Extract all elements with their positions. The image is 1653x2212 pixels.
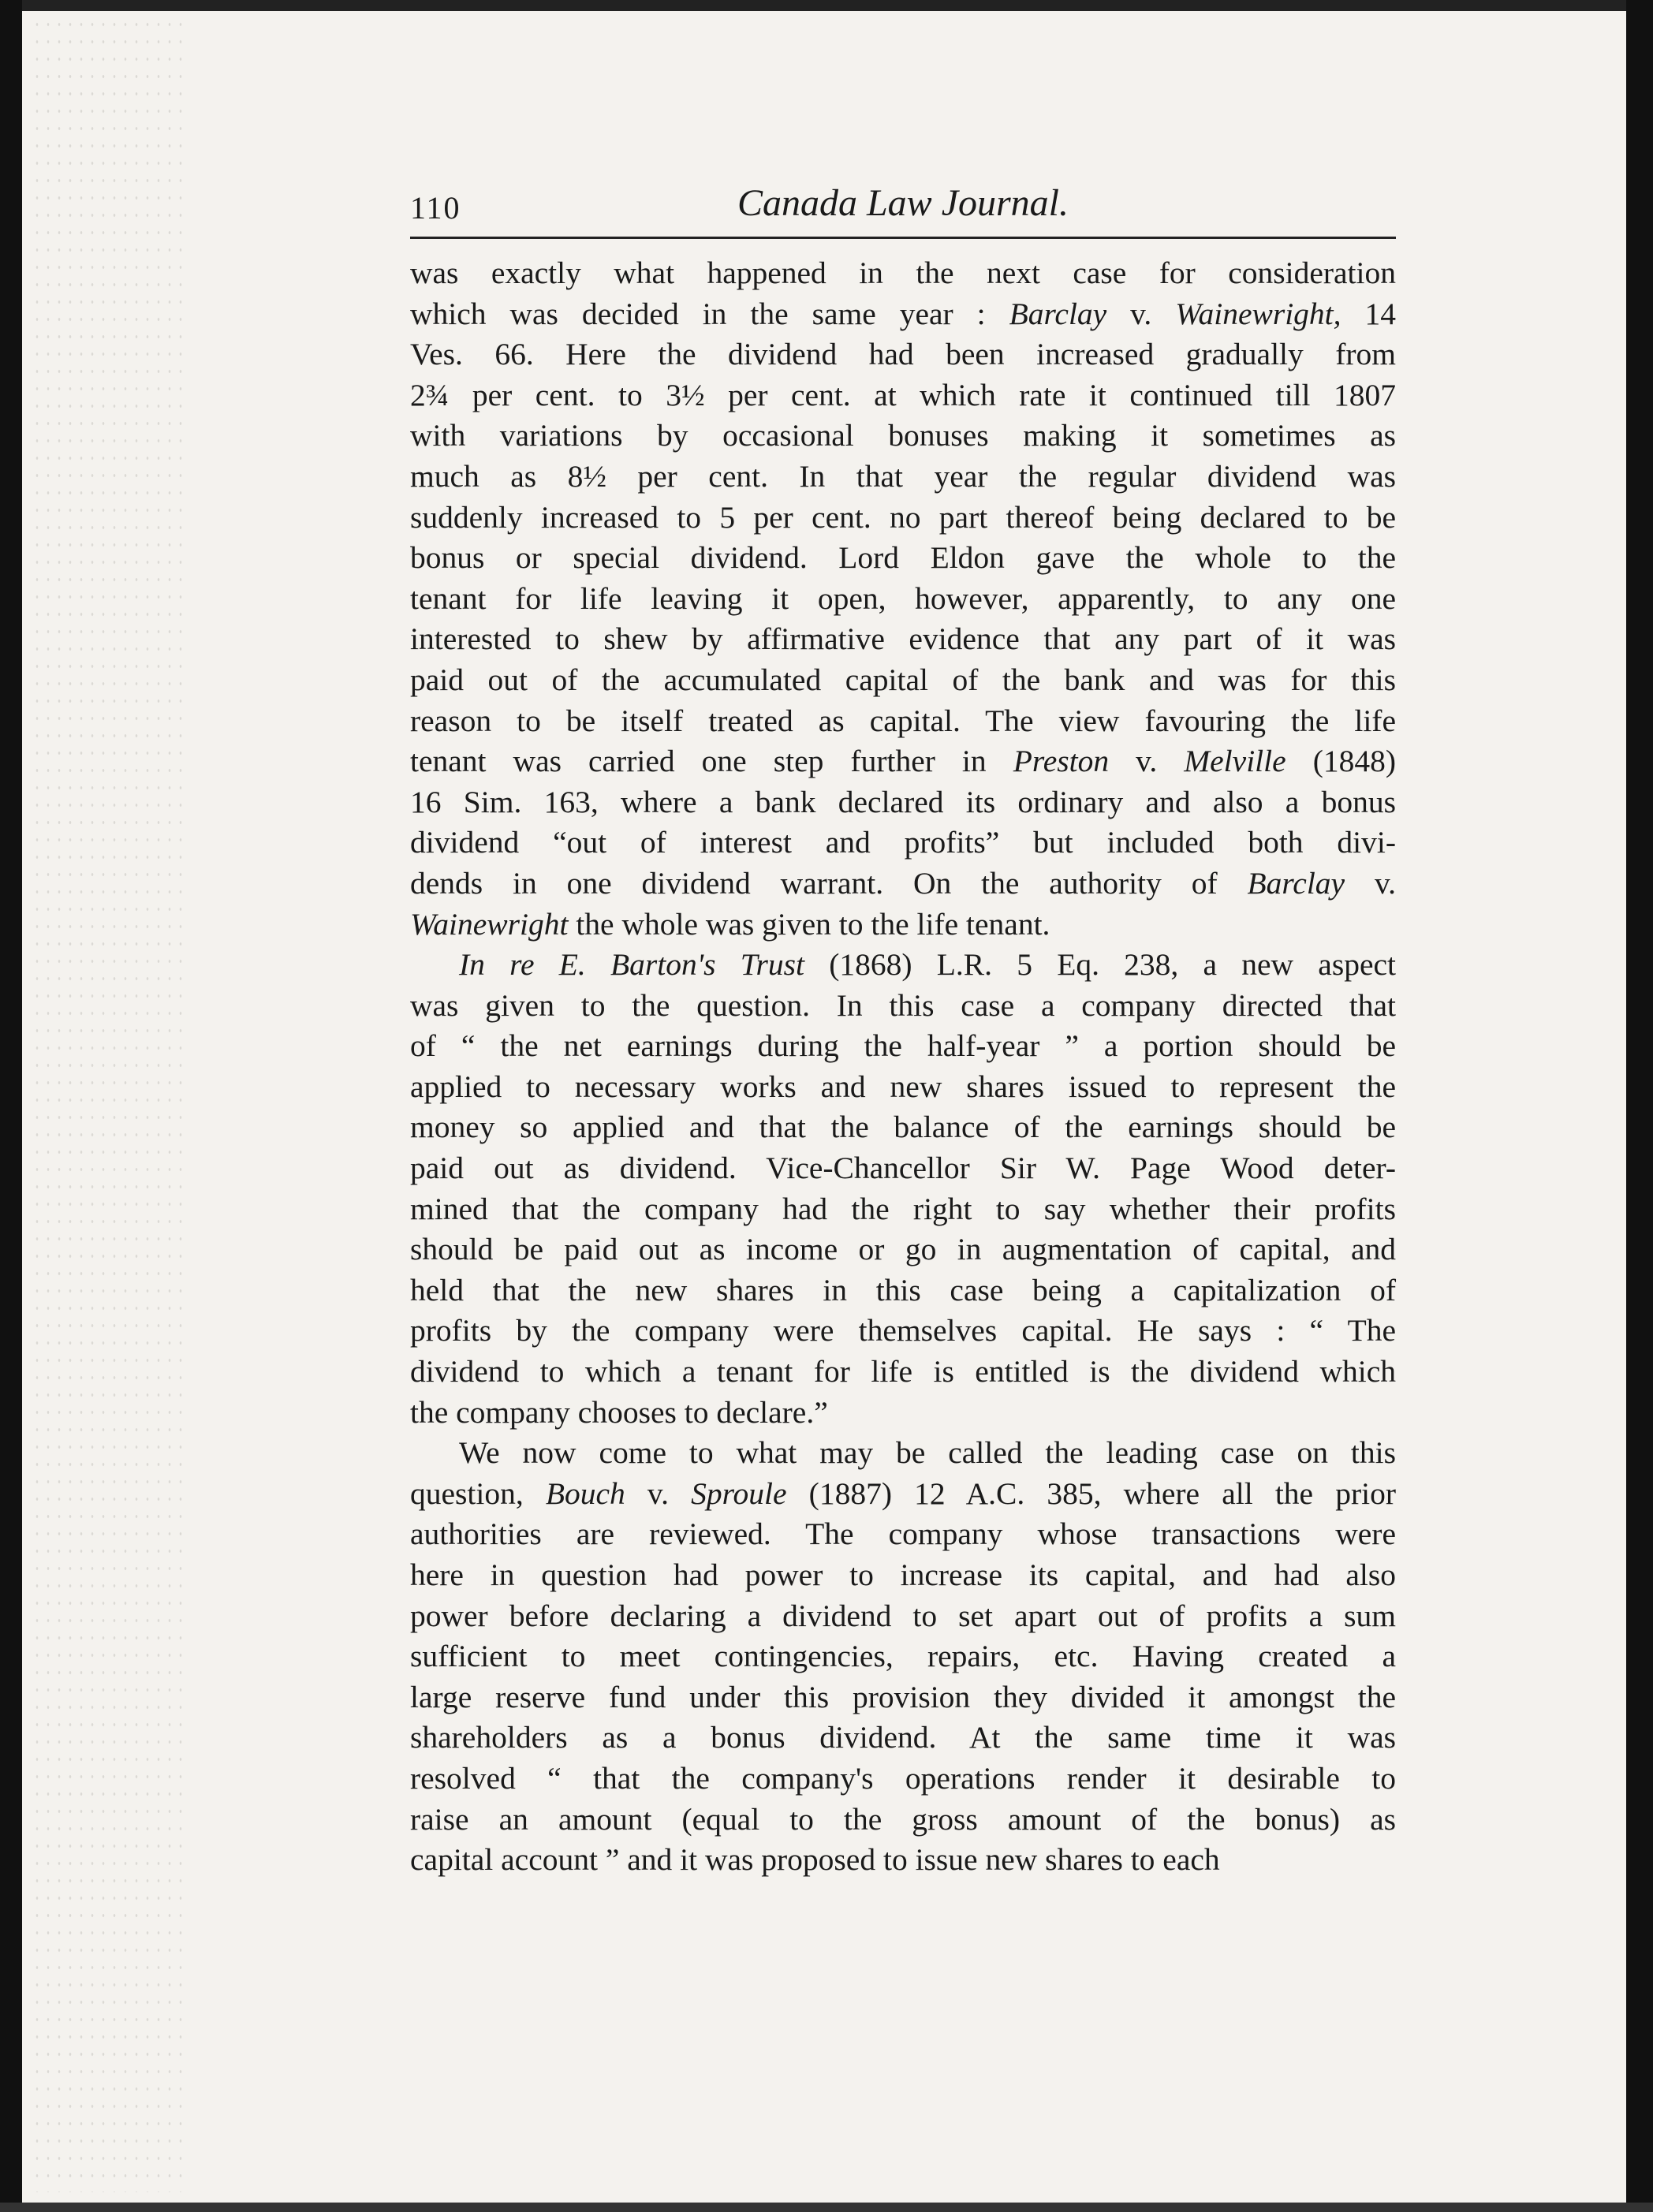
running-head [410,181,1396,239]
paragraph [410,253,1396,945]
text-line [410,660,1396,701]
case-name: Preston [1013,744,1110,779]
case-name: In re E. Barton's Trust [459,947,805,983]
case-name: Barclay [1247,865,1345,901]
text-run: was given to the question. In this case a company directed that [410,987,1396,1023]
text-run: paid out of the accumulated capital of the bank and was for this [410,662,1396,697]
text-line [410,1189,1396,1230]
text-run: sufficient to meet contingencies, repairs, etc. Having created a [410,1639,1396,1674]
text-line [410,294,1396,335]
text-run: interested to shew by affirmative evidence that any part of it was [410,621,1396,657]
text-run: here in question had power to increase its capital, and had also [410,1557,1396,1592]
text-line [410,457,1396,498]
text-run: reason to be itself treated as capital. The view favouring the life [410,703,1396,738]
case-name: Wainewright [410,906,569,942]
text-line [410,1229,1396,1270]
text-run: capital account ” and it was proposed to issue new shares to each [410,1842,1220,1878]
text-run: of “ the net earnings during the half-year ” a portion should be [410,1028,1396,1064]
text-run: 14 [1341,296,1396,331]
text-line [410,1067,1396,1108]
text-line [410,701,1396,742]
text-line [410,741,1396,782]
text-run: profits by the company were themselves capital. He says : “ The [410,1313,1396,1348]
text-run: (1868) L.R. 5 Eq. 238, a new aspect [804,947,1396,983]
scan-border-bottom [0,2203,1653,2212]
text-run: mined that the company had the right to say whether their profits [410,1191,1396,1226]
article-body [410,253,1396,1881]
case-name: Bouch [545,1475,625,1511]
text-run: dividend “out of interest and profits” but included both divi- [410,825,1396,860]
text-line [410,1596,1396,1637]
margin-speckle [32,16,189,2192]
text-run: applied to necessary works and new shares issued to represent the [410,1069,1396,1104]
text-run: v. [1106,296,1176,331]
page-number: 110 [410,190,461,226]
text-line [410,1677,1396,1718]
journal-title: Canada Law Journal. [737,182,1069,224]
text-run: was exactly what happened in the next case for consideration [410,256,1396,290]
journal-page [410,181,1396,1881]
paragraph [410,1433,1396,1881]
case-name: Sproule [691,1475,787,1511]
text-line [410,1148,1396,1189]
text-line [410,1311,1396,1352]
scan-border-top [0,0,1653,11]
text-line [410,1270,1396,1311]
text-run: resolved “ that the company's operations render it desirable to [410,1760,1396,1796]
text-line [410,253,1396,294]
text-run: paid out as dividend. Vice-Chancellor Sir W. Page Wood deter- [410,1151,1396,1186]
paragraph [410,945,1396,1433]
text-run: (1887) 12 A.C. 385, where all the prior [786,1475,1397,1511]
text-line [410,579,1396,620]
text-run: much as 8½ per cent. In that year the regular dividend was [410,458,1396,494]
text-line [410,782,1396,823]
text-line [410,416,1396,457]
text-line [410,498,1396,539]
text-line [410,1514,1396,1555]
text-line [410,1759,1396,1800]
text-run: dends in one dividend warrant. On the authority of [410,865,1248,901]
text-run: with variations by occasional bonuses making it sometimes as [410,418,1396,453]
text-run: power before declaring a dividend to set apart out of profits a sum [410,1598,1396,1633]
text-line [410,1352,1396,1393]
text-line [410,1840,1396,1881]
text-run: tenant for life leaving it open, however, apparently, to any one [410,580,1396,616]
text-run: v. [1109,744,1185,779]
text-run: money so applied and that the balance of the earnings should be [410,1110,1396,1145]
text-run: suddenly increased to 5 per cent. no part thereof being declared to be [410,499,1396,535]
text-line [410,945,1396,986]
text-run: held that the new shares in this case being a capitalization of [410,1272,1396,1307]
text-line [410,1107,1396,1148]
text-line [410,538,1396,579]
text-run: authorities are reviewed. The company whose transactions were [410,1516,1396,1552]
text-run: 16 Sim. 163, where a bank declared its ordinary and also a bonus [410,784,1396,819]
text-line [410,905,1396,946]
case-name: Melville [1184,744,1286,779]
text-run: tenant was carried one step further in [410,744,1013,779]
text-line [410,375,1396,416]
text-run: Ves. 66. Here the dividend had been increased gradually from [410,337,1396,372]
text-run: which was decided in the same year : [410,296,1009,331]
text-line [410,619,1396,660]
text-run: the whole was given to the life tenant. [568,906,1050,942]
text-run: should be paid out as income or go in augmentation of capital, and [410,1232,1396,1267]
text-run: shareholders as a bonus dividend. At the same time it was [410,1720,1396,1755]
text-line [410,1800,1396,1841]
text-run: the company chooses to declare.” [410,1394,828,1430]
text-run: (1848) [1285,744,1396,779]
case-name: Barclay [1009,296,1107,331]
text-line [410,864,1396,905]
text-run: question, [410,1475,546,1511]
text-line [410,1026,1396,1067]
scan-border-right [1626,0,1653,2212]
text-run: dividend to which a tenant for life is entitled is the dividend which [410,1354,1396,1389]
case-name: Wainewright, [1175,296,1341,331]
text-line [410,334,1396,375]
text-run: bonus or special dividend. Lord Eldon gave the whole to the [410,540,1396,576]
text-line [410,1433,1396,1474]
text-run: 2¾ per cent. to 3½ per cent. at which rate it continued till 1807 [410,377,1396,412]
text-line [410,1636,1396,1677]
text-run: v. [625,1475,692,1511]
scan-border-left [0,0,22,2212]
text-run: We now come to what may be called the leading case on this [459,1435,1396,1471]
text-line [410,1555,1396,1596]
text-run: v. [1345,865,1397,901]
text-run: large reserve fund under this provision they divided it amongst the [410,1679,1396,1714]
text-line [410,823,1396,864]
text-line [410,1718,1396,1759]
text-line [410,1474,1396,1515]
text-run: raise an amount (equal to the gross amount of the bonus) as [410,1801,1396,1837]
text-line [410,1393,1396,1434]
text-line [410,986,1396,1027]
